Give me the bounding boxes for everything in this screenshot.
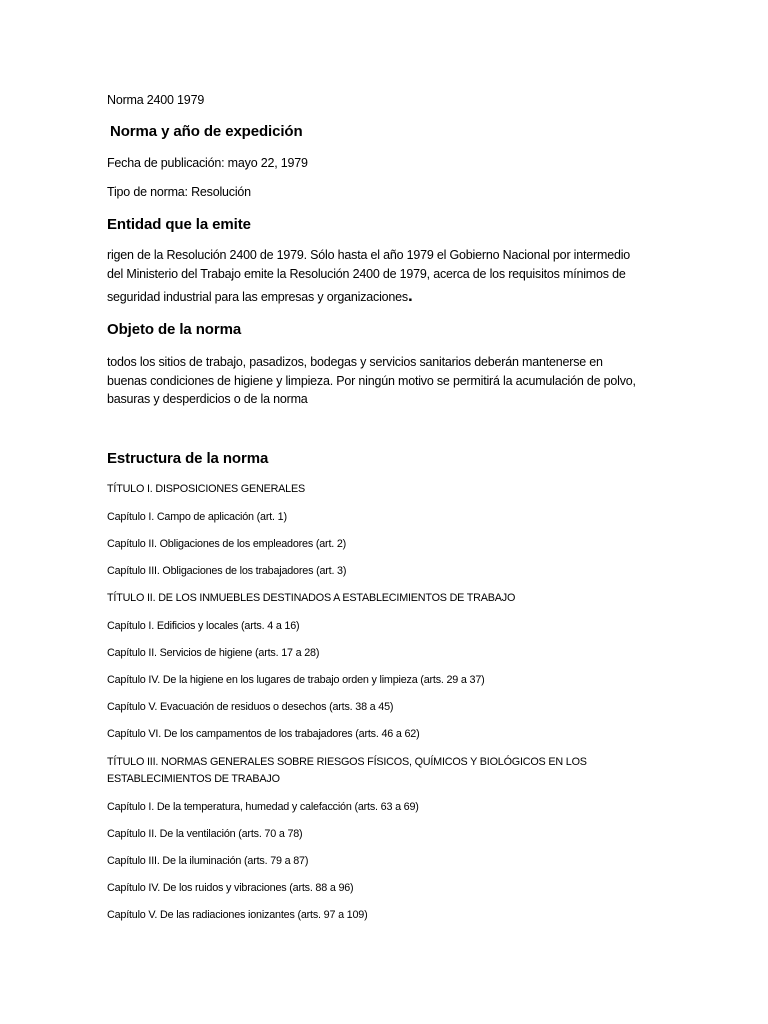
objeto-line-2: buenas condiciones de higiene y limpieza. Por ningún motivo se permitirá la acumulación de polvo,	[107, 374, 636, 388]
list-item-capitulo: Capítulo II. De la ventilación (arts. 70 a 78)	[107, 828, 303, 840]
heading-entidad: Entidad que la emite	[107, 216, 251, 233]
list-item-capitulo: Capítulo VI. De los campamentos de los trabajadores (arts. 46 a 62)	[107, 728, 420, 740]
list-item-capitulo: Capítulo III. Obligaciones de los trabajadores (art. 3)	[107, 565, 347, 577]
list-item-capitulo: Capítulo II. Servicios de higiene (arts. 17 a 28)	[107, 647, 320, 659]
tipo-norma: Tipo de norma: Resolución	[107, 185, 251, 199]
objeto-line-1: todos los sitios de trabajo, pasadizos, bodegas y servicios sanitarios deberán mantenerse en	[107, 355, 603, 369]
document-title: Norma 2400 1979	[107, 93, 205, 107]
list-item-capitulo: Capítulo V. Evacuación de residuos o desechos (arts. 38 a 45)	[107, 701, 394, 713]
heading-estructura: Estructura de la norma	[107, 450, 269, 467]
entidad-line-3-period: .	[407, 286, 413, 305]
fecha-publicacion: Fecha de publicación: mayo 22, 1979	[107, 156, 308, 170]
list-item-capitulo: Capítulo V. De las radiaciones ionizantes (arts. 97 a 109)	[107, 909, 368, 921]
list-item-capitulo: Capítulo III. De la iluminación (arts. 79 a 87)	[107, 855, 309, 867]
list-item-capitulo: Capítulo I. De la temperatura, humedad y calefacción (arts. 63 a 69)	[107, 801, 419, 813]
list-item-titulo: TÍTULO II. DE LOS INMUEBLES DESTINADOS A ESTABLECIMIENTOS DE TRABAJO	[107, 592, 516, 604]
list-item-capitulo: Capítulo IV. De la higiene en los lugares de trabajo orden y limpieza (arts. 29 a 37)	[107, 674, 485, 686]
entidad-line-2: del Ministerio del Trabajo emite la Resolución 2400 de 1979, acerca de los requisitos mínimos de	[107, 267, 626, 281]
list-item-capitulo: Capítulo I. Edificios y locales (arts. 4 a 16)	[107, 620, 300, 632]
entidad-line-3-text: seguridad industrial para las empresas y organizaciones	[107, 290, 408, 304]
objeto-line-3: basuras y desperdicios o de la norma	[107, 392, 308, 406]
heading-objeto: Objeto de la norma	[107, 321, 242, 338]
list-item-capitulo: Capítulo I. Campo de aplicación (art. 1)	[107, 511, 287, 523]
list-item-titulo: TÍTULO I. DISPOSICIONES GENERALES	[107, 483, 305, 495]
entidad-line-3	[107, 286, 413, 305]
list-item-capitulo: Capítulo IV. De los ruidos y vibraciones (arts. 88 a 96)	[107, 882, 354, 894]
list-item-capitulo: Capítulo II. Obligaciones de los empleadores (art. 2)	[107, 538, 347, 550]
list-item-titulo-continuation: ESTABLECIMIENTOS DE TRABAJO	[107, 773, 280, 785]
entidad-line-1: rigen de la Resolución 2400 de 1979. Sólo hasta el año 1979 el Gobierno Nacional por intermedio	[107, 248, 631, 262]
heading-norma-expedicion: Norma y año de expedición	[110, 123, 303, 140]
list-item-titulo: TÍTULO III. NORMAS GENERALES SOBRE RIESGOS FÍSICOS, QUÍMICOS Y BIOLÓGICOS EN LOS	[107, 756, 587, 768]
